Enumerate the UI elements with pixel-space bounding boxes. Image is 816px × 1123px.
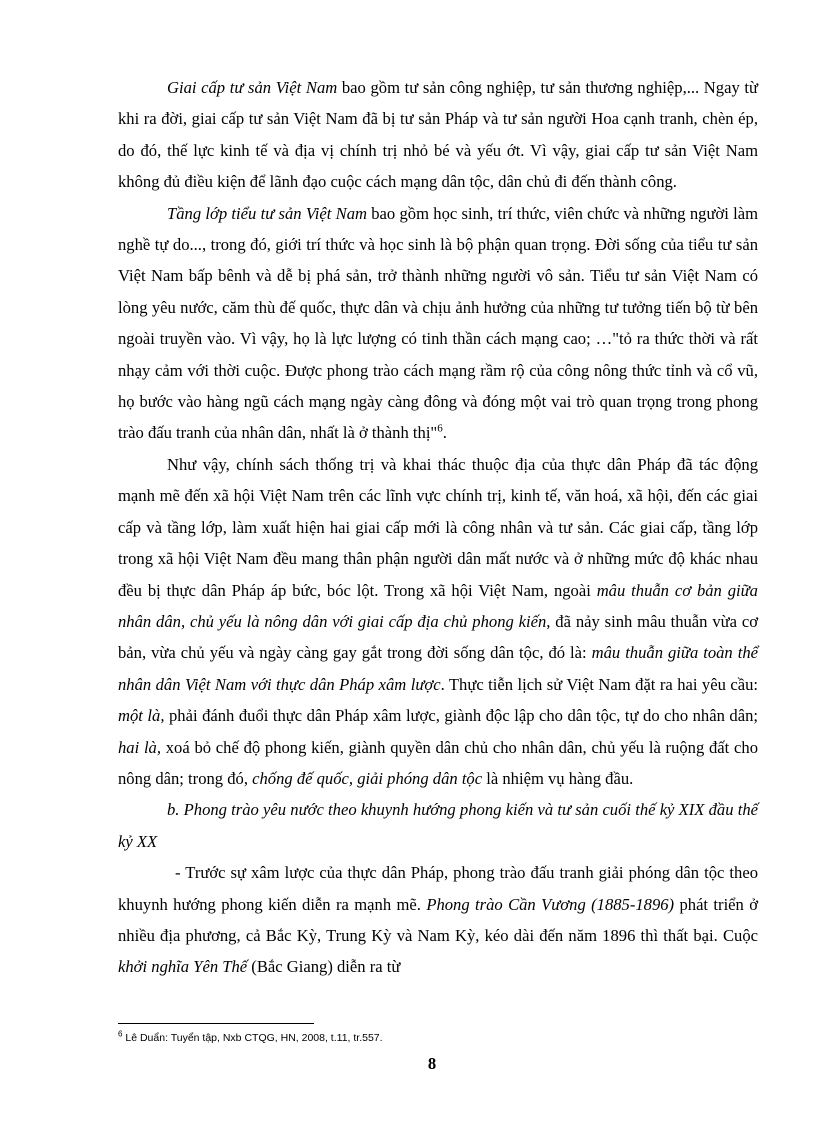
paragraph-text: bao gồm tư sản công nghiệp, tư sản thương nghiệp,... Ngay từ khi ra đời, giai cấp tư sản Việt Nam đã bị tư sản Pháp và tư sản người Hoa cạnh tranh, chèn ép, do đó, thế lực kinh tế và địa vị chính trị nhỏ bé và yếu ớt. Vì vậy, giai cấp tư sản Việt Nam không đủ điều kiện để lãnh đạo cuộc cách mạng dân tộc, dân chủ đi đến thành công. bbox=[118, 78, 758, 192]
paragraph-feudal-movement bbox=[118, 857, 758, 983]
footnote bbox=[118, 1031, 758, 1045]
footnote-divider bbox=[118, 1023, 314, 1024]
paragraph-text: đã nảy sinh mâu thuẫn vừa cơ bản, vừa chủ yếu và ngày càng gay gắt trong đời sống dân tộc, đó là: bbox=[118, 611, 758, 663]
italic-phrase: mâu thuẫn giữa toàn thể nhân dân Việt Nam với thực dân Pháp xâm lược bbox=[118, 643, 758, 694]
footnote-reference: 6 bbox=[437, 422, 443, 435]
italic-phrase: hai là, bbox=[118, 737, 162, 757]
italic-phrase: chống đế quốc, giải phóng dân tộc bbox=[252, 768, 483, 788]
italic-phrase: Phong trào Cần Vương (1885-1896) bbox=[426, 894, 675, 914]
italic-term: Giai cấp tư sản Việt Nam bbox=[167, 78, 338, 97]
paragraph-text: - Trước sự xâm lược của thực dân Pháp, phong trào đấu tranh giải phóng dân tộc theo khuynh hướng phong kiến diễn ra mạnh mẽ. bbox=[118, 863, 758, 914]
italic-phrase: mâu thuẫn cơ bản giữa nhân dân, chủ yếu là nông dân với giai cấp địa chủ phong kiến, bbox=[118, 580, 758, 631]
italic-term: Tầng lớp tiểu tư sản Việt Nam bbox=[167, 203, 367, 223]
paragraph-end: . bbox=[442, 423, 447, 443]
paragraph-text: xoá bỏ chế độ phong kiến, giành quyền dân chủ cho nhân dân, chủ yếu là ruộng đất cho nông dân; trong đó, bbox=[118, 737, 758, 788]
paragraph-text: phải đánh đuổi thực dân Pháp xâm lược, giành độc lập cho dân tộc, tự do cho nhân dân; bbox=[164, 706, 758, 726]
body-text bbox=[118, 72, 758, 983]
paragraph-text: . Thực tiễn lịch sử Việt Nam đặt ra hai yêu cầu: bbox=[440, 674, 758, 694]
paragraph-text: phát triển ở nhiều địa phương, cả Bắc Kỳ, Trung Kỳ và Nam Kỳ, kéo dài đến năm 1896 thì thất bại. Cuộc bbox=[118, 894, 758, 945]
paragraph-text: là nhiệm vụ hàng đầu. bbox=[482, 768, 634, 788]
footnote-number: 6 bbox=[118, 1029, 123, 1039]
paragraph-text: (Bắc Giang) diễn ra từ bbox=[247, 957, 401, 977]
italic-phrase: một là, bbox=[118, 706, 165, 726]
page-number: 8 bbox=[427, 1054, 437, 1073]
footnote-text: Lê Duẩn: Tuyển tập, Nxb CTQG, HN, 2008, t.11, tr.557. bbox=[122, 1032, 383, 1044]
italic-phrase: khởi nghĩa Yên Thế bbox=[118, 957, 248, 977]
section-heading-b: b. Phong trào yêu nước theo khuynh hướng phong kiến và tư sản cuối thế kỷ XIX đầu thế kỷ XX bbox=[118, 800, 758, 851]
paragraph-summary bbox=[118, 449, 758, 794]
paragraph-text: Như vậy, chính sách thống trị và khai thác thuộc địa của thực dân Pháp đã tác động mạnh mẽ đến xã hội Việt Nam trên các lĩnh vực chính trị, kinh tế, văn hoá, xã hội, đến các giai cấp và tầng lớp, làm xuất hiện hai giai cấp mới là công nhân và tư sản. Các giai cấp, tầng lớp trong xã hội Việt Nam đều mang thân phận người dân mất nước và ở những mức độ khác nhau đều bị thực dân Pháp áp bức, bóc lột. Trong xã hội Việt Nam, ngoài bbox=[118, 454, 758, 600]
paragraph-bourgeoisie bbox=[118, 72, 758, 198]
paragraph-petty-bourgeoisie bbox=[118, 198, 758, 449]
paragraph-text: bao gồm học sinh, trí thức, viên chức và những người làm nghề tự do..., trong đó, giới trí thức và học sinh là bộ phận quan trọng. Đời sống của tiểu tư sản Việt Nam bấp bênh và dễ bị phá sản, trở thành những người vô sản. Tiểu tư sản Việt Nam có lòng yêu nước, căm thù đế quốc, thực dân và chịu ảnh hưởng của những tư tưởng tiến bộ từ bên ngoài truyền vào. Vì vậy, họ là lực lượng có tinh thần cách mạng cao; …"tỏ ra thức thời và rất nhạy cảm với thời cuộc. Được phong trào cách mạng rầm rộ của công nông thức tỉnh và cổ vũ, họ bước vào hàng ngũ cách mạng ngày càng đông và đóng một vai trò quan trọng trong phong trào đấu tranh của nhân dân, nhất là ở thành thị" bbox=[118, 203, 758, 443]
